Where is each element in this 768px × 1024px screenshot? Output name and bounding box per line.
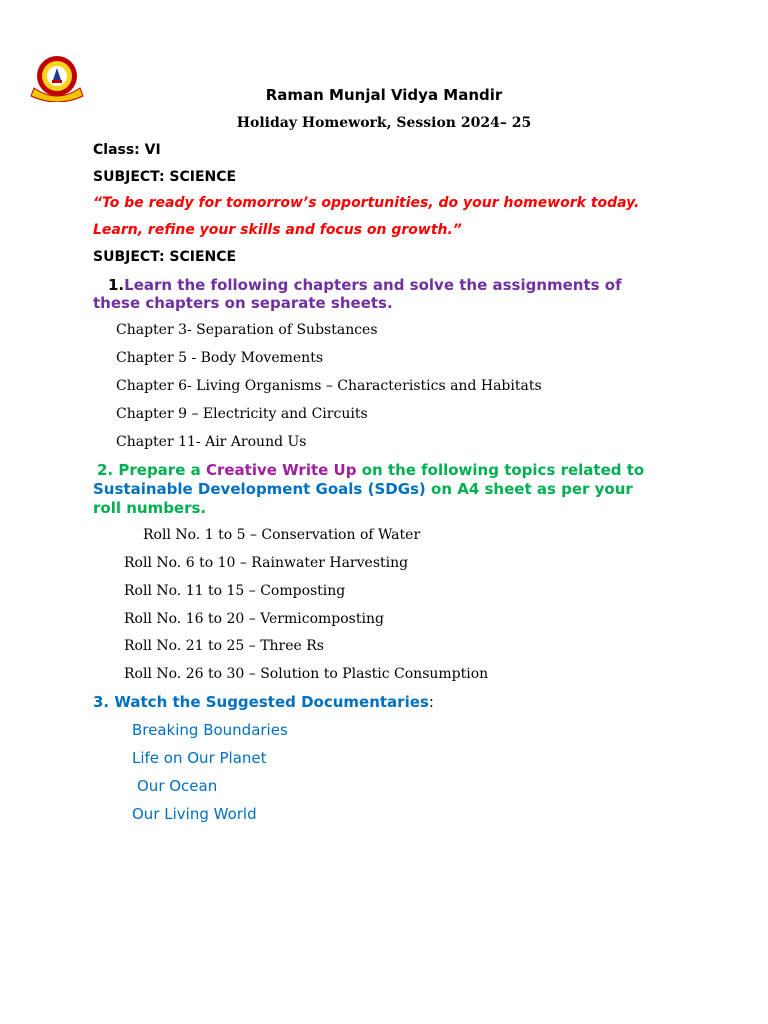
- task2-sdg: Sustainable Development Goals (SDGs): [93, 480, 426, 498]
- session-title: Holiday Homework, Session 2024– 25: [236, 115, 532, 131]
- chapter-item: Chapter 3- Separation of Substances: [116, 322, 378, 338]
- task2-line3: roll numbers.: [93, 499, 207, 517]
- task1-number: 1.: [108, 276, 125, 294]
- chapter-item: Chapter 6- Living Organisms – Characteristics and Habitats: [116, 378, 542, 394]
- quote-line-2: Learn, refine your skills and focus on growth.”: [93, 222, 462, 238]
- roll-item: Roll No. 16 to 20 – Vermicomposting: [124, 611, 384, 627]
- roll-item: Roll No. 1 to 5 – Conservation of Water: [143, 527, 421, 543]
- task1-line2: these chapters on separate sheets.: [93, 294, 393, 312]
- task3-colon: :: [428, 693, 434, 711]
- roll-item: Roll No. 11 to 15 – Composting: [124, 583, 346, 599]
- chapter-item: Chapter 9 – Electricity and Circuits: [116, 406, 368, 422]
- chapter-item: Chapter 5 - Body Movements: [116, 350, 324, 366]
- documentary-item: Breaking Boundaries: [132, 721, 288, 739]
- task3-number: 3.: [93, 693, 110, 711]
- task3-title: Watch the Suggested Documentaries: [114, 693, 429, 711]
- roll-item: Roll No. 21 to 25 – Three Rs: [124, 638, 324, 654]
- task2-line1-rest: on the following topics related to: [361, 461, 645, 479]
- chapter-item: Chapter 11- Air Around Us: [116, 434, 307, 450]
- task2-line2-rest: on A4 sheet as per your: [431, 480, 633, 498]
- documentary-item: Our Ocean: [137, 777, 218, 795]
- task3-heading: [93, 693, 434, 711]
- task2-heading-line1: [97, 461, 644, 479]
- task2-creative: Creative Write Up: [205, 461, 357, 479]
- documentary-item: Life on Our Planet: [132, 749, 267, 767]
- task2-prepare: Prepare a: [118, 461, 201, 479]
- subject-label-2: SUBJECT: SCIENCE: [93, 249, 237, 265]
- task1-heading: [108, 276, 622, 294]
- documentary-item: Our Living World: [132, 805, 257, 823]
- quote-line-1: “To be ready for tomorrow’s opportunities, do your homework today.: [93, 195, 640, 211]
- school-name: Raman Munjal Vidya Mandir: [265, 86, 503, 104]
- task1-line1: Learn the following chapters and solve the assignments of: [124, 276, 622, 294]
- roll-item: Roll No. 6 to 10 – Rainwater Harvesting: [124, 555, 409, 571]
- roll-item: Roll No. 26 to 30 – Solution to Plastic Consumption: [124, 666, 489, 682]
- task2-heading-line2: [93, 480, 633, 498]
- task2-number: 2.: [97, 461, 114, 479]
- class-label: Class: VI: [93, 142, 161, 158]
- subject-label: SUBJECT: SCIENCE: [93, 169, 237, 185]
